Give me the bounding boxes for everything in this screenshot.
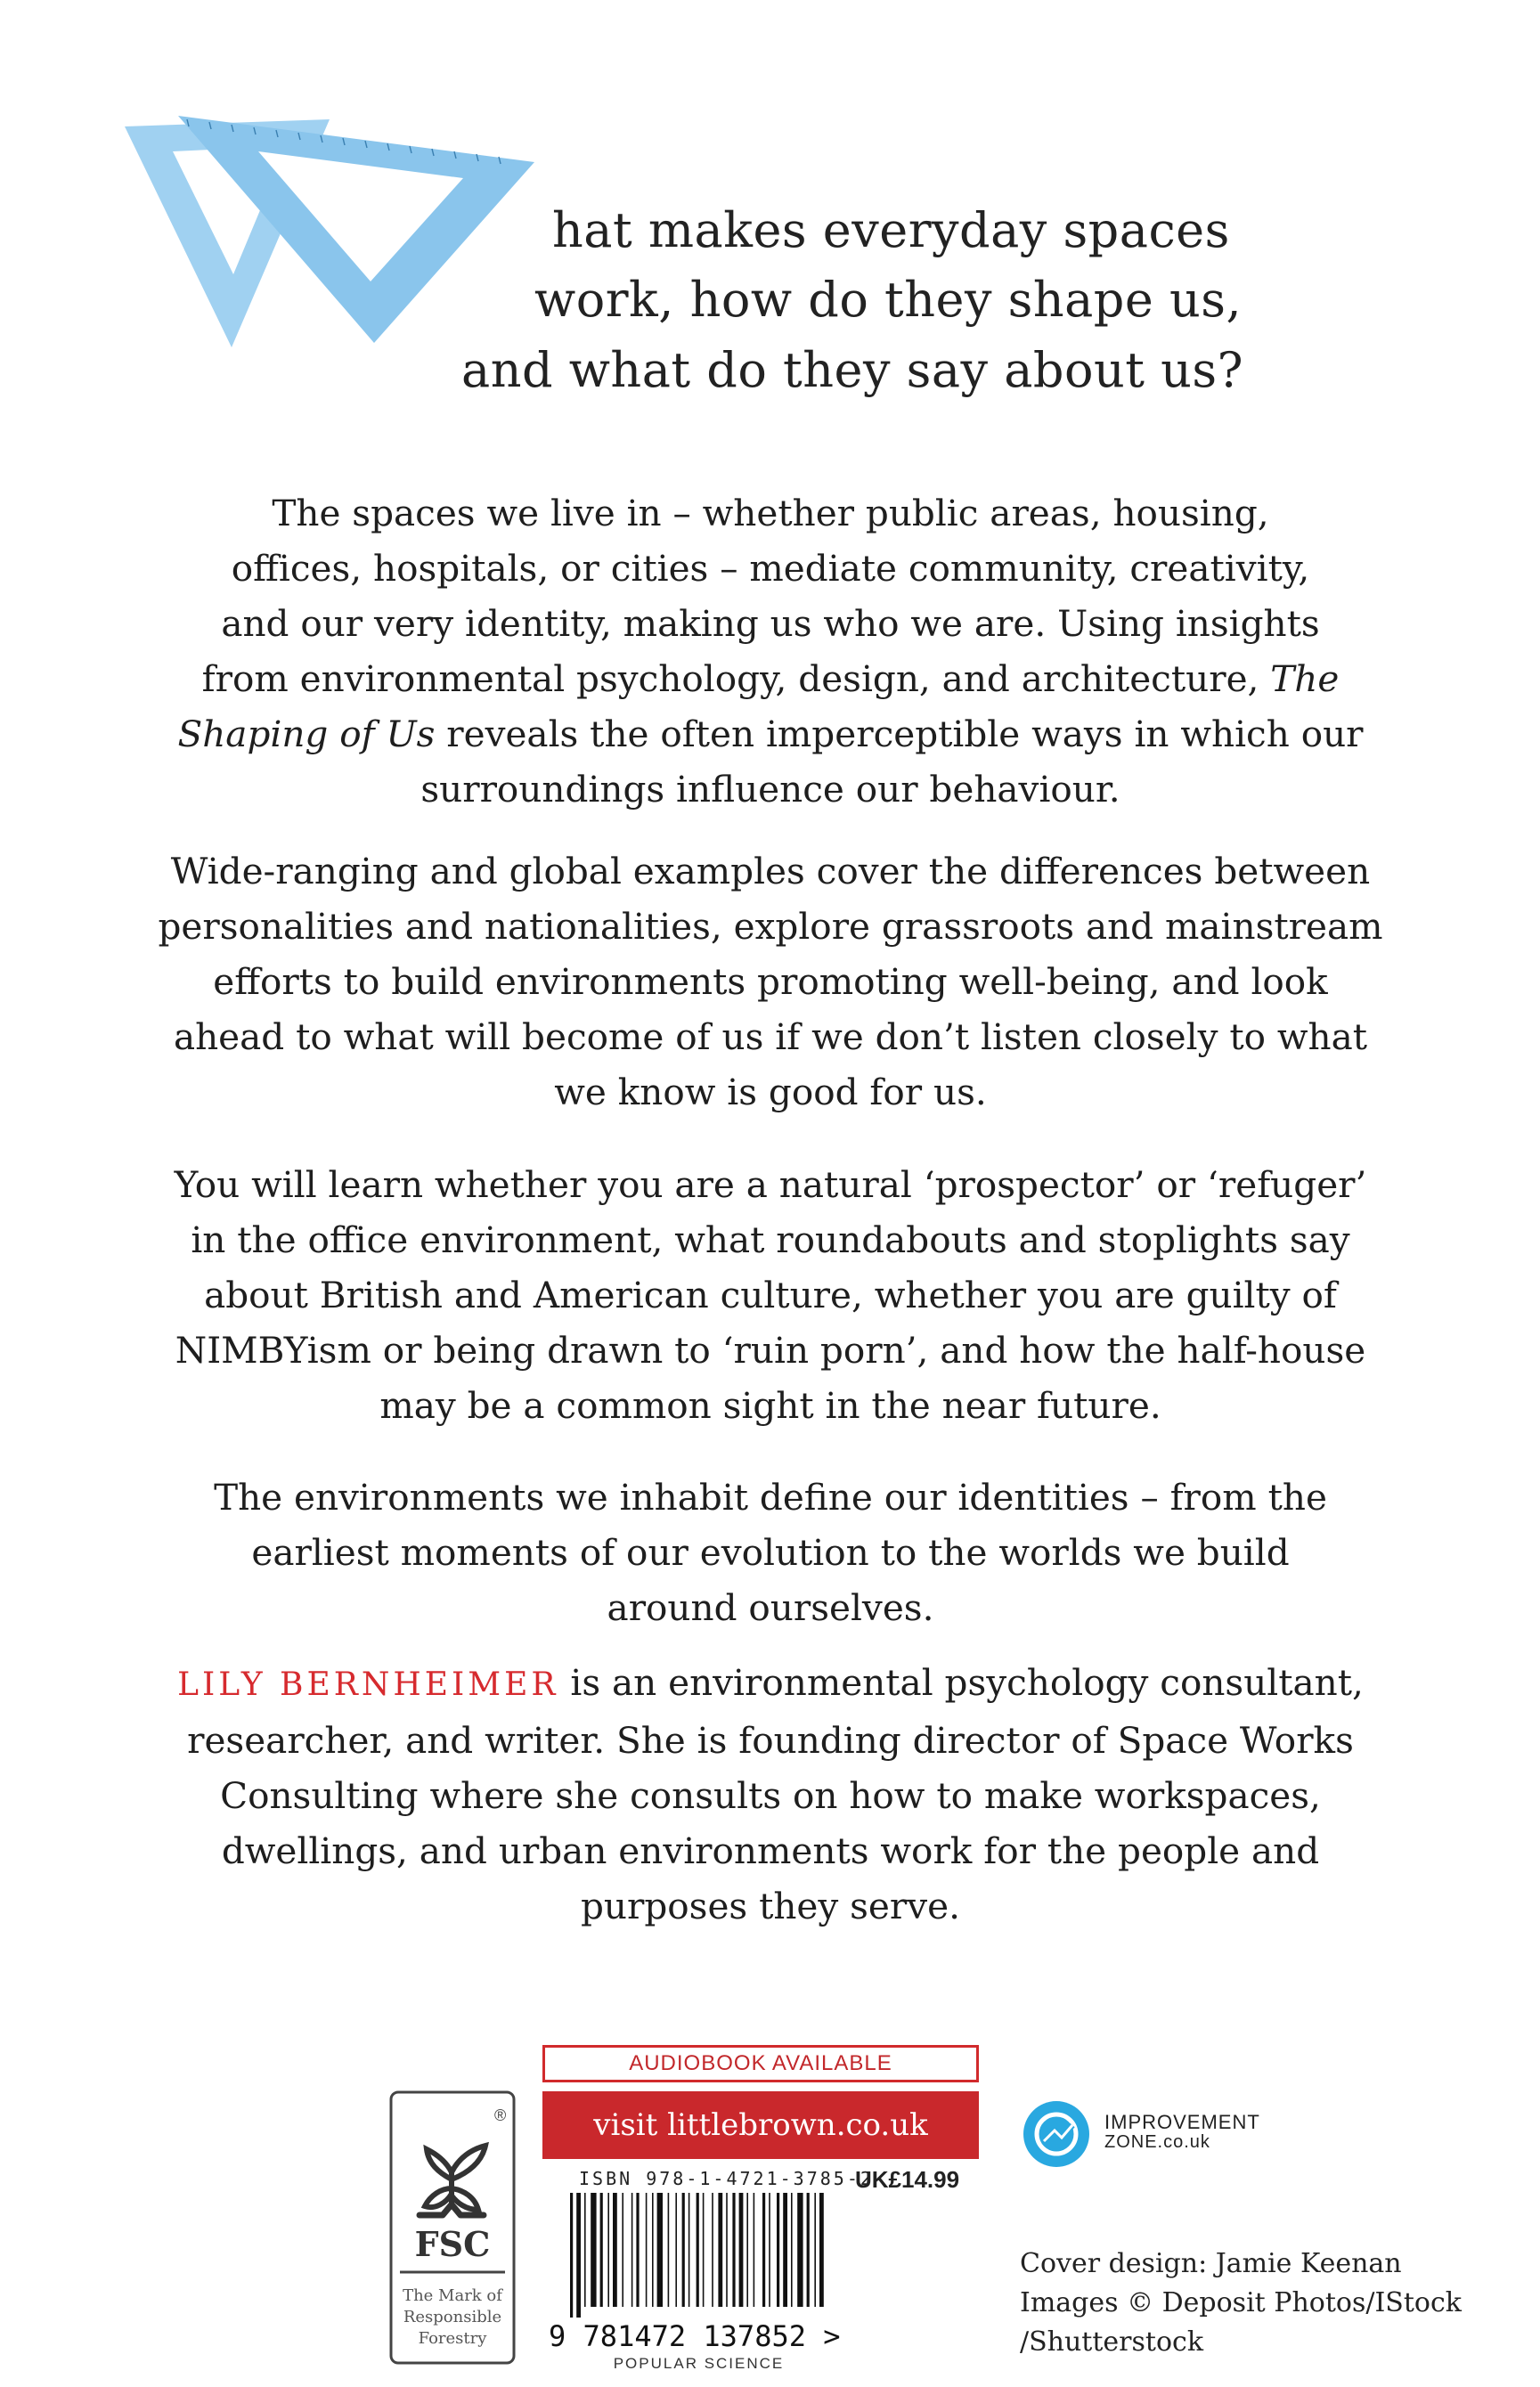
cover-credits bbox=[1020, 2244, 1462, 2362]
barcode-bar bbox=[646, 2193, 648, 2307]
text-line: purposes they serve. bbox=[580, 1885, 960, 1927]
barcode-bar bbox=[689, 2193, 690, 2307]
barcode-bar bbox=[631, 2193, 633, 2307]
blurb-paragraph-2 bbox=[151, 843, 1389, 1120]
barcode-bar bbox=[732, 2193, 735, 2307]
barcode bbox=[545, 2193, 852, 2350]
barcode-bar bbox=[777, 2193, 779, 2307]
barcode-bar bbox=[819, 2193, 824, 2307]
fsc-tagline-3: Forestry bbox=[418, 2329, 487, 2348]
text-segment: from environmental psychology, design, and architecture, bbox=[201, 657, 1271, 700]
text-line: ahead to what will become of us if we don’t listen closely to what bbox=[173, 1015, 1368, 1058]
barcode-bar bbox=[584, 2193, 586, 2307]
text-line: dwellings, and urban environments work for the people and bbox=[221, 1829, 1320, 1872]
barcode-bar bbox=[739, 2193, 744, 2307]
text-line: offices, hospitals, or cities – mediate community, creativity, bbox=[231, 547, 1310, 590]
barcode-bar bbox=[668, 2193, 670, 2307]
barcode-bar bbox=[754, 2193, 755, 2307]
barcode-bar bbox=[807, 2193, 810, 2307]
blurb-paragraph-1 bbox=[151, 485, 1389, 817]
text-line: and our very identity, making us who we are. Using insights bbox=[221, 602, 1320, 645]
text-line: Wide-ranging and global examples cover the differences between bbox=[170, 850, 1371, 892]
barcode-bar bbox=[783, 2193, 787, 2307]
barcode-bar bbox=[591, 2193, 596, 2307]
blurb-hook-line-3: and what do they say about us? bbox=[461, 342, 1244, 398]
credit-line: /Shutterstock bbox=[1020, 2326, 1204, 2358]
fsc-registered-mark: ® bbox=[494, 2106, 507, 2124]
barcode-bar bbox=[636, 2193, 639, 2307]
text-line: The environments we inhabit define our identities – from the bbox=[214, 1476, 1327, 1519]
fsc-tree-icon bbox=[389, 2090, 516, 2365]
barcode-bar bbox=[657, 2193, 663, 2307]
text-line: around ourselves. bbox=[607, 1586, 934, 1629]
barcode-bar bbox=[791, 2193, 793, 2307]
text-line: efforts to build environments promoting well-being, and look bbox=[213, 960, 1328, 1003]
blurb-paragraph-4 bbox=[151, 1470, 1389, 1635]
text-segment: is an environmental psychology consultant, bbox=[558, 1661, 1364, 1704]
barcode-bar bbox=[622, 2193, 623, 2307]
text-line: Consulting where she consults on how to make workspaces, bbox=[220, 1774, 1321, 1817]
blurb-hook-line-2: work, how do they shape us, bbox=[534, 272, 1243, 328]
barcode-bar bbox=[718, 2193, 722, 2307]
price-label: UK£14.99 bbox=[855, 2166, 960, 2193]
text-line bbox=[151, 706, 1389, 762]
text-line: You will learn whether you are a natural ‘prospector’ or ‘refuger’ bbox=[174, 1163, 1367, 1206]
book-title-italic: The bbox=[1270, 657, 1340, 700]
text-line: NIMBYism or being drawn to ‘ruin porn’, and how the half-house bbox=[175, 1329, 1366, 1372]
barcode-bar bbox=[726, 2193, 728, 2307]
text-line: earliest moments of our evolution to the worlds we build bbox=[251, 1531, 1290, 1574]
publisher-website-link[interactable]: visit littlebrown.co.uk bbox=[542, 2091, 979, 2159]
author-bio bbox=[151, 1655, 1389, 1934]
improvement-zone-icon bbox=[1023, 2100, 1090, 2168]
isbn-number: ISBN 978-1-4721-3785-2 bbox=[579, 2168, 874, 2189]
barcode-digits: 9 781472 137852 > bbox=[549, 2319, 841, 2350]
text-line: The spaces we live in – whether public areas, housing, bbox=[272, 492, 1269, 534]
barcode-bar bbox=[769, 2193, 770, 2307]
credit-line: Images © Deposit Photos/IStock bbox=[1020, 2287, 1462, 2318]
text-segment: reveals the often imperceptible ways in which our bbox=[435, 713, 1364, 755]
barcode-bar bbox=[814, 2193, 816, 2307]
credit-line: Cover design: Jamie Keenan bbox=[1020, 2248, 1402, 2279]
barcode-bar bbox=[682, 2193, 685, 2307]
barcode-bar bbox=[570, 2193, 573, 2318]
text-line bbox=[151, 1655, 1389, 1713]
improvement-zone-line-2: ZONE.co.uk bbox=[1104, 2132, 1210, 2152]
barcode-bar bbox=[746, 2193, 748, 2307]
barcode-bar bbox=[697, 2193, 699, 2307]
text-line: personalities and nationalities, explore grassroots and mainstream bbox=[158, 905, 1383, 948]
barcode-bar bbox=[652, 2193, 654, 2307]
category-label: POPULAR SCIENCE bbox=[613, 2355, 785, 2372]
improvement-zone-line-1: IMPROVEMENT bbox=[1104, 2111, 1260, 2133]
fsc-tagline-2: Responsible bbox=[403, 2308, 502, 2326]
fsc-label: FSC bbox=[414, 2224, 491, 2264]
audiobook-banner: AUDIOBOOK AVAILABLE bbox=[542, 2045, 979, 2082]
text-line: in the office environment, what roundabouts and stoplights say bbox=[191, 1218, 1350, 1261]
barcode-bar bbox=[712, 2193, 713, 2307]
text-line: about British and American culture, whether you are guilty of bbox=[204, 1274, 1337, 1316]
text-line: researcher, and writer. She is founding director of Space Works bbox=[187, 1719, 1354, 1762]
barcode-bar bbox=[613, 2193, 617, 2307]
text-line: surroundings influence our behaviour. bbox=[420, 768, 1120, 811]
barcode-bar bbox=[675, 2193, 677, 2307]
author-name: LILY BERNHEIMER bbox=[177, 1666, 559, 1703]
fsc-tagline-1: The Mark of bbox=[403, 2286, 502, 2305]
barcode-bar bbox=[607, 2193, 609, 2307]
barcode-bar bbox=[576, 2193, 581, 2318]
barcode-bar bbox=[703, 2193, 705, 2307]
barcode-bar bbox=[762, 2193, 765, 2307]
barcode-bar bbox=[600, 2193, 603, 2307]
book-title-italic: Shaping of Us bbox=[177, 713, 436, 755]
barcode-bar bbox=[797, 2193, 803, 2307]
text-line bbox=[151, 651, 1389, 706]
blurb-hook-line-1: hat makes everyday spaces bbox=[552, 202, 1230, 258]
text-line: we know is good for us. bbox=[554, 1071, 987, 1113]
blurb-paragraph-3 bbox=[151, 1157, 1389, 1433]
improvement-zone-text bbox=[1104, 2113, 1260, 2152]
text-line: may be a common sight in the near future. bbox=[379, 1384, 1161, 1427]
